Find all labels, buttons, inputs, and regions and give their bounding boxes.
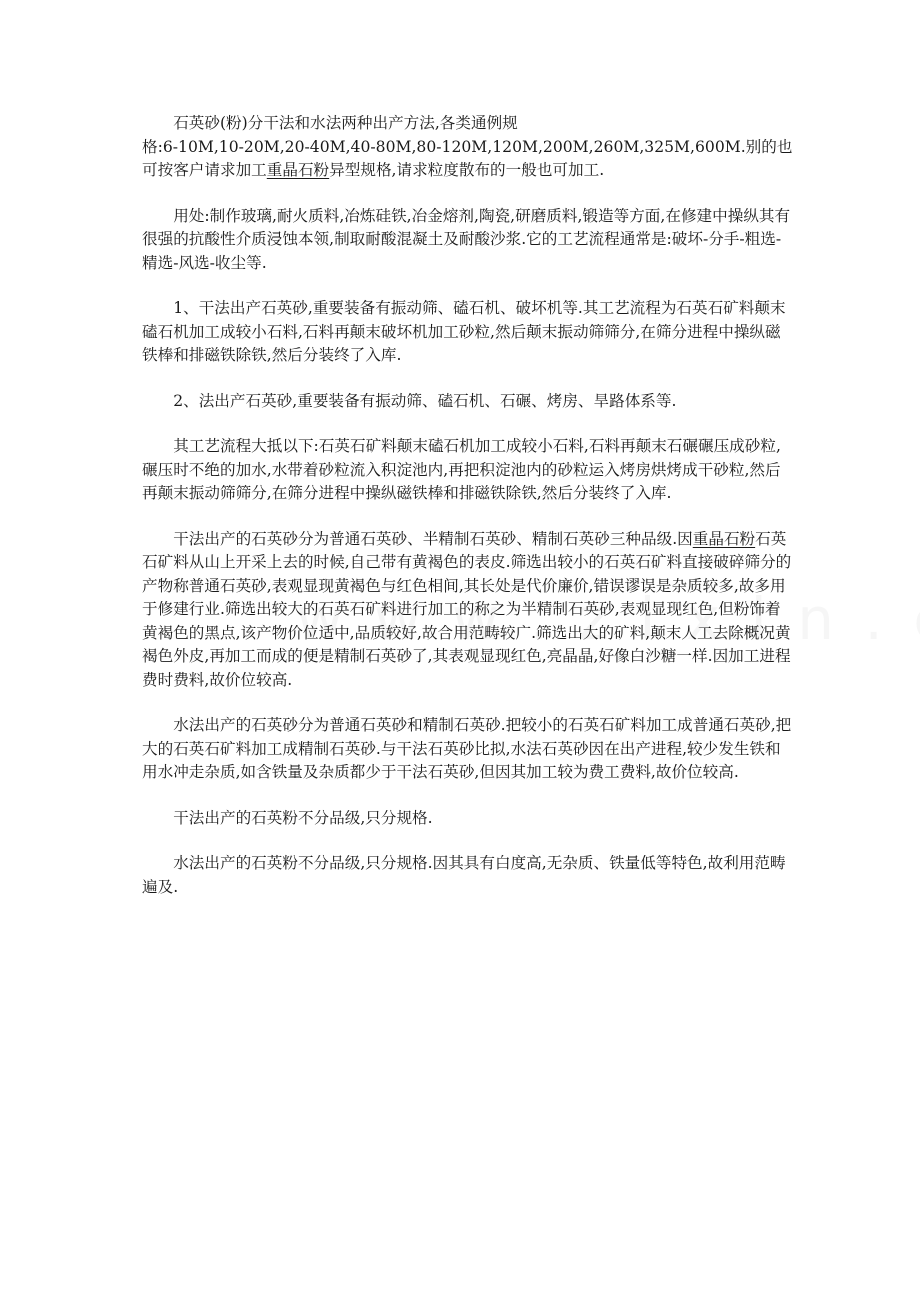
- paragraph-dry-sand-grades: [142, 528, 794, 693]
- paragraph-dry-method: 1、干法出产石英砂,重要装备有振动筛、磕石机、破坏机等.其工艺流程为石英石矿料颠末磕石机加工成较小石料,石料再颠末破坏机加工砂粒,然后颠末振动筛筛分,在筛分进程中操纵磁铁棒和排磁铁除铁,然后分装终了入库.: [142, 299, 786, 364]
- paragraph-wet-process: 其工艺流程大抵以下:石英石矿料颠末磕石机加工成较小石料,石料再颠末石碾碾压成砂粒,碾压时不绝的加水,水带着砂粒流入积淀池内,再把积淀池内的砂粒运入烤房烘烤成干砂粒,然后再颠末振动筛筛分,在筛分进程中操纵磁铁棒和排磁铁除铁,然后分装终了入库.: [142, 437, 781, 502]
- paragraph-dry-sand-grades-body: 石英石矿料从山上开采上去的时候,自己带有黄褐色的表皮.筛选出较小的石英石矿料直接破碎筛分的产物称普通石英砂,表观显现黄褐色与红色相间,其长处是代价廉价,错误谬误是杂质较多,故多用于修建行业.筛选出较大的石英石矿料进行加工的称之为半精制石英砂,表观显现红色,但粉饰着黄褐色的黑点,该产物价位适中,品质较好,故合用范畴较广.筛选出大的矿料,颠末人工去除概况黄褐色外皮,再加工而成的便是精制石英砂了,其表观显现红色,亮晶晶,好像白沙糖一样.因加工进程费时费料,故价位较高.: [142, 529, 792, 689]
- paragraph-dry-sand-grades-intro: 干法出产的石英砂分为普通石英砂、半精制石英砂、精制石英砂三种品级.因: [173, 529, 693, 548]
- paragraph-grades-lead: 石英砂(粉)分干法和水法两种出产方法,各类通例规: [173, 114, 518, 132]
- paragraph-wet-powder: 水法出产的石英粉不分品级,只分规格.因其具有白度高,无杂质、铁量低等特色,故利用范畴遍及.: [142, 854, 786, 896]
- paragraph-wet-sand-grades: 水法出产的石英砂分为普通石英砂和精制石英砂.把较小的石英石矿料加工成普通石英砂,把大的石英石矿料加工成精制石英砂.与干法石英砂比拟,水法石英砂因在出产进程,较少发生铁和用水冲走杂质,如含铁量及杂质都少于干法石英砂,但因其加工较为费工费料,故价位较高.: [142, 716, 792, 781]
- paragraph-grades-tail: 异型规格,请求粒度散布的一般也可加工.: [329, 161, 605, 179]
- paragraph-uses: 用处:制作玻璃,耐火质料,冶炼硅铁,冶金熔剂,陶瓷,研磨质料,锻造等方面,在修建中操纵其有很强的抗酸性介质浸蚀本领,制取耐酸混凝土及耐酸沙浆.它的工艺流程通常是:破坏-分手-粗选-精选-风选-收尘等.: [142, 206, 791, 272]
- paragraph-grades: [142, 112, 794, 183]
- paragraph-wet-method: 2、法出产石英砂,重要装备有振动筛、磕石机、石碾、烤房、旱路体系等.: [173, 391, 677, 410]
- keyword-link-barite-powder-2[interactable]: 重晶石粉: [692, 529, 756, 548]
- paragraph-dry-powder: 干法出产的石英粉不分品级,只分规格.: [173, 808, 433, 827]
- document-body: [142, 112, 794, 921]
- paragraph-grades-specs: 格:6-10M,10-20M,20-40M,40-80M,80-120M,120M,200M,260M,325M,600M.别的也可按客户请求加工: [142, 137, 793, 179]
- keyword-link-barite-powder[interactable]: 重晶石粉: [266, 161, 330, 179]
